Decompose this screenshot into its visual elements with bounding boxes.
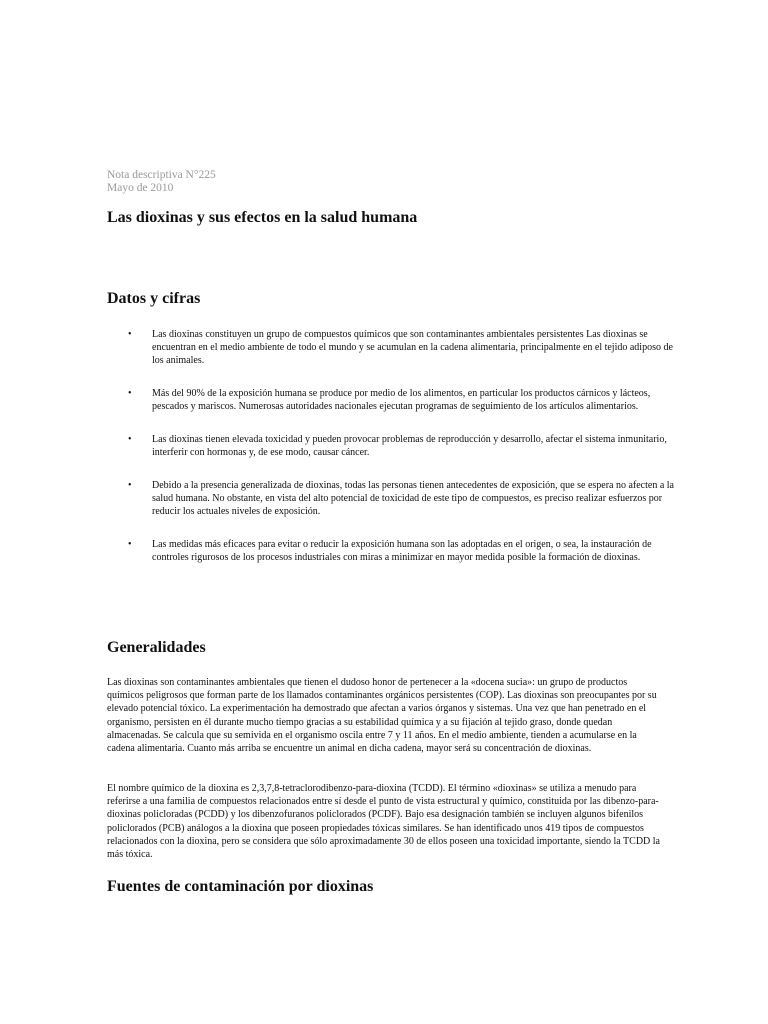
section-heading-sources: Fuentes de contaminación por dioxinas [107,878,374,895]
section-heading-general: Generalidades [107,639,206,656]
section-heading-facts: Datos y cifras [107,290,201,307]
general-paragraph-2: El nombre químico de la dioxina es 2,3,7,8-tetraclorodibenzo-para-dioxina (TCDD). El término «dioxinas» se utiliza a menudo para referirse a una familia de compuestos relacionados entre sí desde el punto de vista estructural y químico, constituida por las dibenzo-para-dioxinas policloradas (PCDD) y los dibenzofuranos policlorados (PCDF). Bajo esa designación también se incluyen algunos bifenilos policlorados (PCB) análogos a la dioxina que poseen propiedades tóxicas similares. Se han identificado unos 419 tipos de compuestos relacionados con la dioxina, pero se considera que sólo aproximadamente 30 de ellos poseen una toxicidad importante, siendo la TCDD la más tóxica. [107,783,660,861]
bullet-icon: • [128,539,132,550]
list-item [107,328,677,367]
document-title: Las dioxinas y sus efectos en la salud humana [107,209,418,226]
bullet-icon: • [128,388,132,399]
general-paragraph-1: Las dioxinas son contaminantes ambientales que tienen el dudoso honor de pertenecer a la «docena sucia»: un grupo de productos químicos peligrosos que forman parte de los llamados contaminantes orgánicos persistentes (COP). Las dioxinas son preocupantes por su elevado potencial tóxico. La experimentación ha demostrado que afectan a varios órganos y sistemas. Una vez que han penetrado en el organismo, persisten en él durante mucho tiempo gracias a su estabilidad química y a su fijación al tejido graso, donde quedan almacenadas. Se calcula que su semivida en el organismo oscila entre 7 y 11 años. En el medio ambiente, tienden a acumularse en la cadena alimentaria. Cuanto más arriba se encuentre un animal en dicha cadena, mayor será su concentración de dioxinas. [107,677,657,755]
list-item [107,479,677,518]
list-item [107,433,677,459]
bullet-text: Las dioxinas tienen elevada toxicidad y pueden provocar problemas de reproducción y desarrollo, afectar el sistema inmunitario, interferir con hormonas y, de ese modo, causar cáncer. [152,434,667,458]
document-meta [107,169,216,195]
list-item [107,538,677,564]
bullet-text: Debido a la presencia generalizada de dioxinas, todas las personas tienen antecedentes de exposición, que se espera no afecten a la salud humana. No obstante, en vista del alto potencial de toxicidad de este tipo de compuestos, es preciso realizar esfuerzos por reducir los actuales niveles de exposición. [152,480,674,517]
bullet-text: Más del 90% de la exposición humana se produce por medio de los alimentos, en particular los productos cárnicos y lácteos, pescados y mariscos. Numerosas autoridades nacionales ejecutan programas de seguimiento de los artículos alimentarios. [152,388,651,412]
bullet-icon: • [128,329,132,340]
fact-sheet-number: Nota descriptiva N°225 [107,169,216,181]
publication-date: Mayo de 2010 [107,182,174,194]
bullet-text: Las medidas más eficaces para evitar o reducir la exposición humana son las adoptadas en el origen, o sea, la instauración de controles rigurosos de los procesos industriales con miras a minimizar en mayor medida posible la formación de dioxinas. [152,539,652,563]
list-item [107,387,677,413]
bullet-icon: • [128,480,132,491]
bullet-icon: • [128,434,132,445]
bullet-text: Las dioxinas constituyen un grupo de compuestos químicos que son contaminantes ambientales persistentes Las dioxinas se encuentran en el medio ambiente de todo el mundo y se acumulan en la cadena alimentaria, principalmente en el tejido adiposo de los animales. [152,329,673,366]
facts-bullet-list [107,328,677,584]
